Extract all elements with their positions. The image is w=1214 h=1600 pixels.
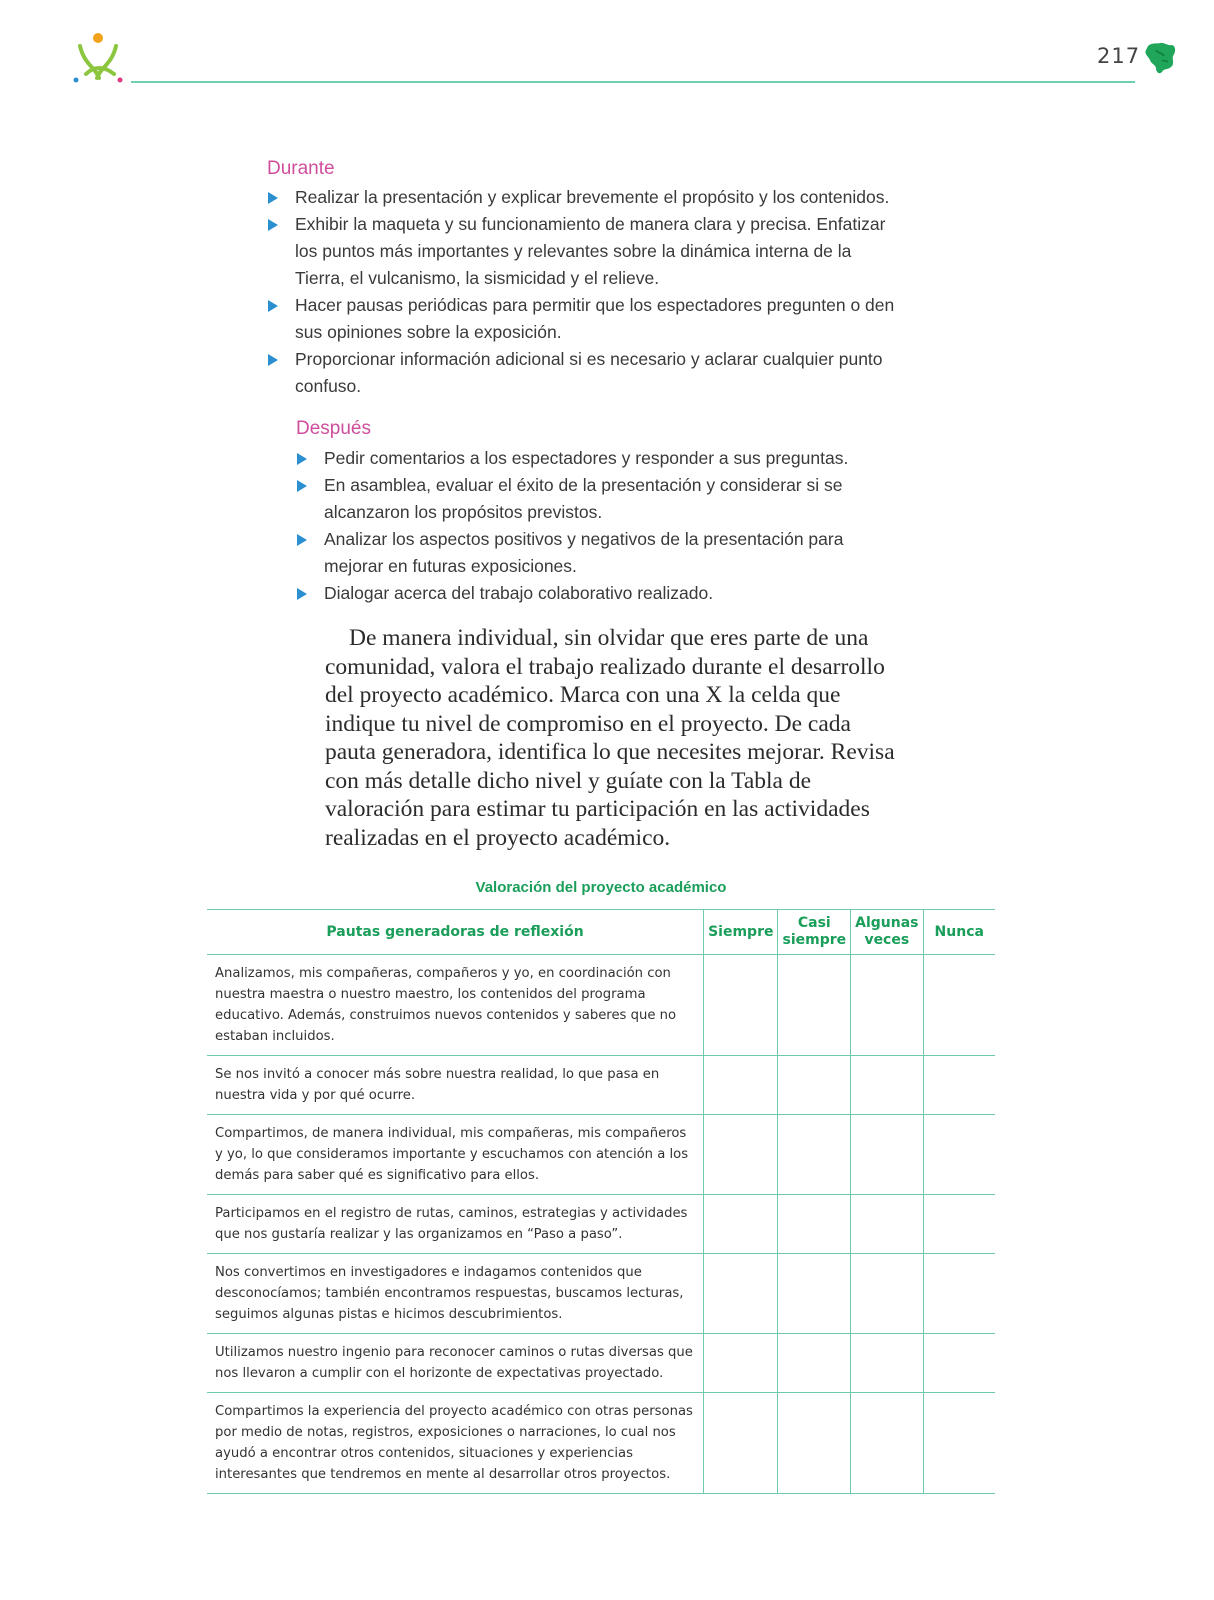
- header-rule: [131, 81, 1135, 83]
- algunas-veces-cell[interactable]: [851, 1115, 923, 1195]
- siempre-cell[interactable]: [704, 1334, 778, 1393]
- casi-siempre-cell[interactable]: [778, 1334, 851, 1393]
- row-statement: Compartimos, de manera individual, mis compañeras, mis compañeros y yo, lo que consideramos importante y escuchamos con atención a los demás para saber qué es significativo para ellos.: [207, 1115, 704, 1195]
- table-row: [207, 1254, 995, 1334]
- list-item: Dialogar acerca del trabajo colaborativo realizado.: [294, 580, 894, 607]
- nunca-cell[interactable]: [923, 1056, 995, 1115]
- algunas-veces-cell[interactable]: [851, 1254, 923, 1334]
- column-header-casi-siempre: Casi siempre: [778, 910, 851, 955]
- siempre-cell[interactable]: [704, 1115, 778, 1195]
- row-statement: Utilizamos nuestro ingenio para reconocer caminos o rutas diversas que nos llevaron a cumplir con el horizonte de expectativas proyectado.: [207, 1334, 704, 1393]
- row-statement: Se nos invitó a conocer más sobre nuestra realidad, lo que pasa en nuestra vida y por qué ocurre.: [207, 1056, 704, 1115]
- nunca-cell[interactable]: [923, 1195, 995, 1254]
- casi-siempre-cell[interactable]: [778, 1056, 851, 1115]
- casi-siempre-cell[interactable]: [778, 1393, 851, 1494]
- siempre-cell[interactable]: [704, 1393, 778, 1494]
- table-row: [207, 955, 995, 1056]
- list-item: En asamblea, evaluar el éxito de la presentación y considerar si se alcanzaron los propósitos previstos.: [294, 472, 894, 526]
- row-statement: Analizamos, mis compañeras, compañeros y yo, en coordinación con nuestra maestra o nuestro maestro, los contenidos del programa educativo. Además, construimos nuevos contenidos y saberes que no estaban incluidos.: [207, 955, 704, 1056]
- siempre-cell[interactable]: [704, 955, 778, 1056]
- nunca-cell[interactable]: [923, 1115, 995, 1195]
- siempre-cell[interactable]: [704, 1056, 778, 1115]
- algunas-veces-cell[interactable]: [851, 1334, 923, 1393]
- green-map-icon: [1142, 40, 1178, 76]
- nunca-cell[interactable]: [923, 955, 995, 1056]
- triangle-bullet-icon: [268, 354, 278, 366]
- triangle-bullet-icon: [297, 534, 307, 546]
- table-row: [207, 1115, 995, 1195]
- algunas-veces-cell[interactable]: [851, 1393, 923, 1494]
- list-item: Pedir comentarios a los espectadores y responder a sus preguntas.: [294, 445, 894, 472]
- list-item: Analizar los aspectos positivos y negativos de la presentación para mejorar en futuras exposiciones.: [294, 526, 894, 580]
- instructions-paragraph: De manera individual, sin olvidar que eres parte de una comunidad, valora el trabajo realizado durante el desarrollo del proyecto académico. Marca con una X la celda que indique tu nivel de compromiso en el proyecto. De cada pauta generadora, identifica lo que necesites mejorar. Revisa con más detalle dicho nivel y guíate con la Tabla de valoración para estimar tu participación en las actividades realizadas en el proyecto académico.: [325, 625, 895, 851]
- algunas-veces-cell[interactable]: [851, 1056, 923, 1115]
- casi-siempre-cell[interactable]: [778, 955, 851, 1056]
- row-statement: Nos convertimos en investigadores e indagamos contenidos que desconocíamos; también encontramos respuestas, buscamos lecturas, seguimos algunas pistas e hicimos descubrimientos.: [207, 1254, 704, 1334]
- triangle-bullet-icon: [268, 300, 278, 312]
- algunas-veces-cell[interactable]: [851, 1195, 923, 1254]
- nunca-cell[interactable]: [923, 1334, 995, 1393]
- evaluation-table: [207, 909, 995, 1494]
- triangle-bullet-icon: [297, 453, 307, 465]
- page-number: 217: [1097, 44, 1141, 68]
- despues-list: [294, 445, 894, 607]
- table-header-row: [207, 910, 995, 955]
- durante-heading: Durante: [267, 158, 335, 179]
- casi-siempre-cell[interactable]: [778, 1195, 851, 1254]
- column-header-pautas: Pautas generadoras de reflexión: [207, 910, 704, 955]
- nunca-cell[interactable]: [923, 1254, 995, 1334]
- table-title: Valoración del proyecto académico: [475, 879, 727, 896]
- table-row: [207, 1334, 995, 1393]
- row-statement: Compartimos la experiencia del proyecto académico con otras personas por medio de notas, registros, exposiciones o narraciones, lo cual nos ayudó a encontrar otros contenidos, situaciones y experiencias interesantes que tendremos en mente al desarrollar otros proyectos.: [207, 1393, 704, 1494]
- triangle-bullet-icon: [268, 219, 278, 231]
- nunca-cell[interactable]: [923, 1393, 995, 1494]
- column-header-nunca: Nunca: [923, 910, 995, 955]
- casi-siempre-cell[interactable]: [778, 1115, 851, 1195]
- durante-list: [265, 184, 905, 400]
- table-row: [207, 1056, 995, 1115]
- column-header-siempre: Siempre: [704, 910, 778, 955]
- row-statement: Participamos en el registro de rutas, caminos, estrategias y actividades que nos gustaría realizar y las organizamos en “Paso a paso”.: [207, 1195, 704, 1254]
- triangle-bullet-icon: [297, 480, 307, 492]
- casi-siempre-cell[interactable]: [778, 1254, 851, 1334]
- siempre-cell[interactable]: [704, 1195, 778, 1254]
- triangle-bullet-icon: [268, 192, 278, 204]
- algunas-veces-cell[interactable]: [851, 955, 923, 1056]
- triangle-bullet-icon: [297, 588, 307, 600]
- table-row: [207, 1393, 995, 1494]
- list-item: Realizar la presentación y explicar brevemente el propósito y los contenidos.: [265, 184, 905, 211]
- list-item: Hacer pausas periódicas para permitir que los espectadores pregunten o den sus opiniones sobre la exposición.: [265, 292, 905, 346]
- siempre-cell[interactable]: [704, 1254, 778, 1334]
- table-row: [207, 1195, 995, 1254]
- list-item: Proporcionar información adicional si es necesario y aclarar cualquier punto confuso.: [265, 346, 905, 400]
- despues-heading: Después: [296, 418, 371, 439]
- list-item: Exhibir la maqueta y su funcionamiento de manera clara y precisa. Enfatizar los puntos más importantes y relevantes sobre la dinámica interna de la Tierra, el vulcanismo, la sismicidad y el relieve.: [265, 211, 905, 292]
- stick-figure-logo-icon: [72, 30, 126, 86]
- column-header-algunas-veces: Algunas veces: [851, 910, 923, 955]
